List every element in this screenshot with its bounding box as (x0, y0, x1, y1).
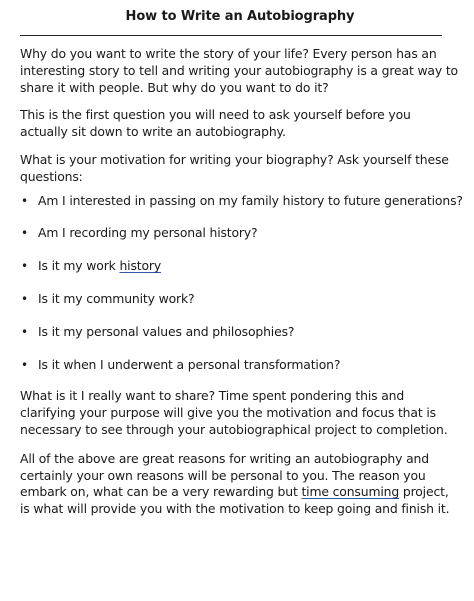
bullet-icon: • (21, 226, 28, 241)
list-item-text: Is it my personal values and philosophies? (38, 323, 295, 339)
bullet-icon: • (21, 291, 28, 306)
bullet-icon: • (21, 193, 28, 208)
bullet-icon: • (21, 324, 28, 339)
underlined-word-history: history (119, 258, 162, 274)
list-item (20, 291, 460, 308)
first-question-paragraph: This is the first question you will need to ask yourself before you actually sit down to write an autobiography. (20, 107, 411, 140)
bullet-icon: • (21, 357, 28, 372)
bullet-icon: • (21, 259, 28, 274)
list-item (20, 357, 460, 374)
purpose-paragraph: What is it I really want to share? Time spent pondering this and clarifying your purpose will give you the motivation and focus that is necessary to see through your autobiographical project to completion. (20, 388, 448, 437)
question-list (20, 192, 463, 374)
list-item-text: Is it my community work? (38, 290, 195, 306)
list-item (20, 225, 460, 242)
closing-text-start: All of the above are great reasons for writing an autobiography and certainly your own reasons will be personal to you. The reason you embark on, what can be a very rewarding but (20, 450, 429, 500)
list-item-text: Am I interested in passing on my family history to future generations? (38, 192, 463, 208)
motivation-paragraph: What is your motivation for writing your biography? Ask yourself these questions: (20, 151, 449, 184)
title-divider (20, 35, 442, 36)
underlined-phrase-time-consuming: time consuming (301, 484, 400, 500)
intro-paragraph: Why do you want to write the story of your life? Every person has an interesting story to tell and writing your autobiography is a great way to share it with people. But why do you want to do it? (20, 46, 458, 95)
list-item-text: Am I recording my personal history? (38, 225, 258, 241)
list-item (20, 192, 463, 210)
closing-text-end: project, is what will provide you with the motivation to keep going and finish it. (20, 484, 450, 517)
closing-paragraph (20, 451, 460, 518)
list-item-text: Is it my work (38, 258, 120, 274)
list-item (20, 324, 460, 341)
list-item (20, 258, 460, 275)
document-title: How to Write an Autobiography (125, 9, 355, 24)
list-item-text: Is it when I underwent a personal transformation? (38, 356, 341, 372)
